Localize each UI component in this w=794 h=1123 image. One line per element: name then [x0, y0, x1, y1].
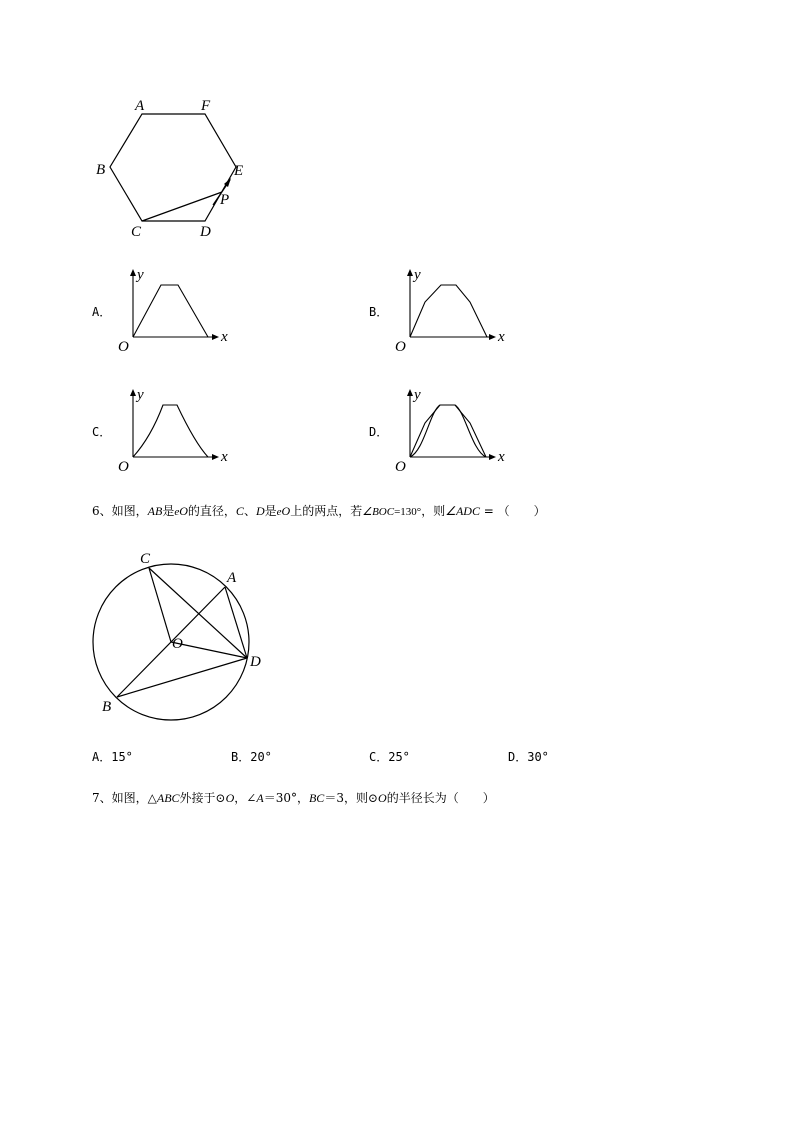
question-7-number: 7、 [92, 791, 112, 805]
circle-label-b: B [102, 699, 112, 715]
q6-answer-blank: （ ） [497, 504, 546, 518]
graph-c-y-label: y [137, 387, 144, 403]
graph-a-origin-label: O [118, 339, 129, 355]
q6-text-part: 上的两点，若 [290, 504, 363, 518]
q6-math-c: C [235, 504, 244, 518]
q6-math-angle-boc: ∠BOC [362, 506, 395, 518]
graph-c-origin-label: O [118, 459, 129, 475]
q7-text-part: 外接于⊙ [179, 791, 226, 805]
graph-d-origin-label: O [395, 459, 406, 475]
q6-text-part: 是 [162, 504, 175, 518]
circle-label-a: A [227, 570, 237, 586]
graph-a-x-label: x [221, 329, 228, 345]
q6-answer-c: C．25° [369, 750, 410, 764]
graph-c-x-label: x [221, 449, 228, 465]
vertex-label-c: C [131, 224, 142, 240]
segment-co [149, 568, 171, 642]
q6-math-angle-adc: ∠ADC [445, 504, 480, 518]
q7-text-part: ＝3，则⊙ [324, 791, 379, 805]
q7-math-abc: ABC [156, 791, 180, 805]
graph-a-y-label: y [137, 267, 144, 283]
option-b-label: B． [369, 305, 389, 319]
q6-math-equals: = [479, 504, 498, 518]
q6-answer-b: B．20° [231, 750, 272, 764]
vertex-label-f: F [201, 98, 211, 114]
q7-math-bc: BC [308, 791, 325, 805]
graph-b-y-label: y [414, 267, 421, 283]
q7-answer-blank: 的半径长为（ ） [386, 791, 495, 805]
option-c-label: C． [92, 425, 112, 439]
question-6-number: 6、 [92, 504, 112, 518]
option-d-label: D． [369, 425, 389, 439]
q6-text-part: 、 [243, 504, 256, 518]
q6-math-o: O [281, 504, 291, 518]
q6-math-d: D [255, 504, 265, 518]
vertex-label-a: A [135, 98, 145, 114]
vertex-label-b: B [96, 162, 106, 178]
q6-math-ab: AB [147, 504, 163, 518]
graph-d-y-label: y [414, 387, 421, 403]
q6-answer-d: D．30° [508, 750, 549, 764]
q6-text-part: 的直径， [187, 504, 236, 518]
graph-d-x-label: x [498, 449, 505, 465]
option-a-label: A． [92, 305, 112, 319]
q6-text-part: 如图， [111, 504, 148, 518]
graph-b-x-label: x [498, 329, 505, 345]
circle-label-d: D [250, 654, 261, 670]
q7-math-o: O [378, 791, 387, 805]
q6-text-part: 是 [264, 504, 277, 518]
vertex-label-d: D [200, 224, 211, 240]
question-7-text [92, 789, 495, 806]
circle-label-o: O [172, 636, 183, 652]
q7-math-o: O [225, 791, 235, 805]
q6-math-value: =130° [394, 506, 422, 518]
q7-text-part: 如图，△ [111, 791, 157, 805]
q6-text-part: ，则 [421, 504, 446, 518]
q7-math-a: A [256, 791, 264, 805]
point-label-p: P [220, 192, 230, 208]
q6-math-o: O [179, 504, 188, 518]
q6-answer-a: A．15° [92, 750, 133, 764]
q6-circle-symbol: e [276, 506, 282, 518]
q6-circle-symbol: e [174, 506, 180, 518]
vertex-label-e: E [234, 163, 244, 179]
graph-b-origin-label: O [395, 339, 406, 355]
q7-text-part: ，∠ [234, 791, 257, 805]
circle-label-c: C [140, 551, 151, 567]
q7-text-part: ＝30°， [263, 791, 309, 805]
